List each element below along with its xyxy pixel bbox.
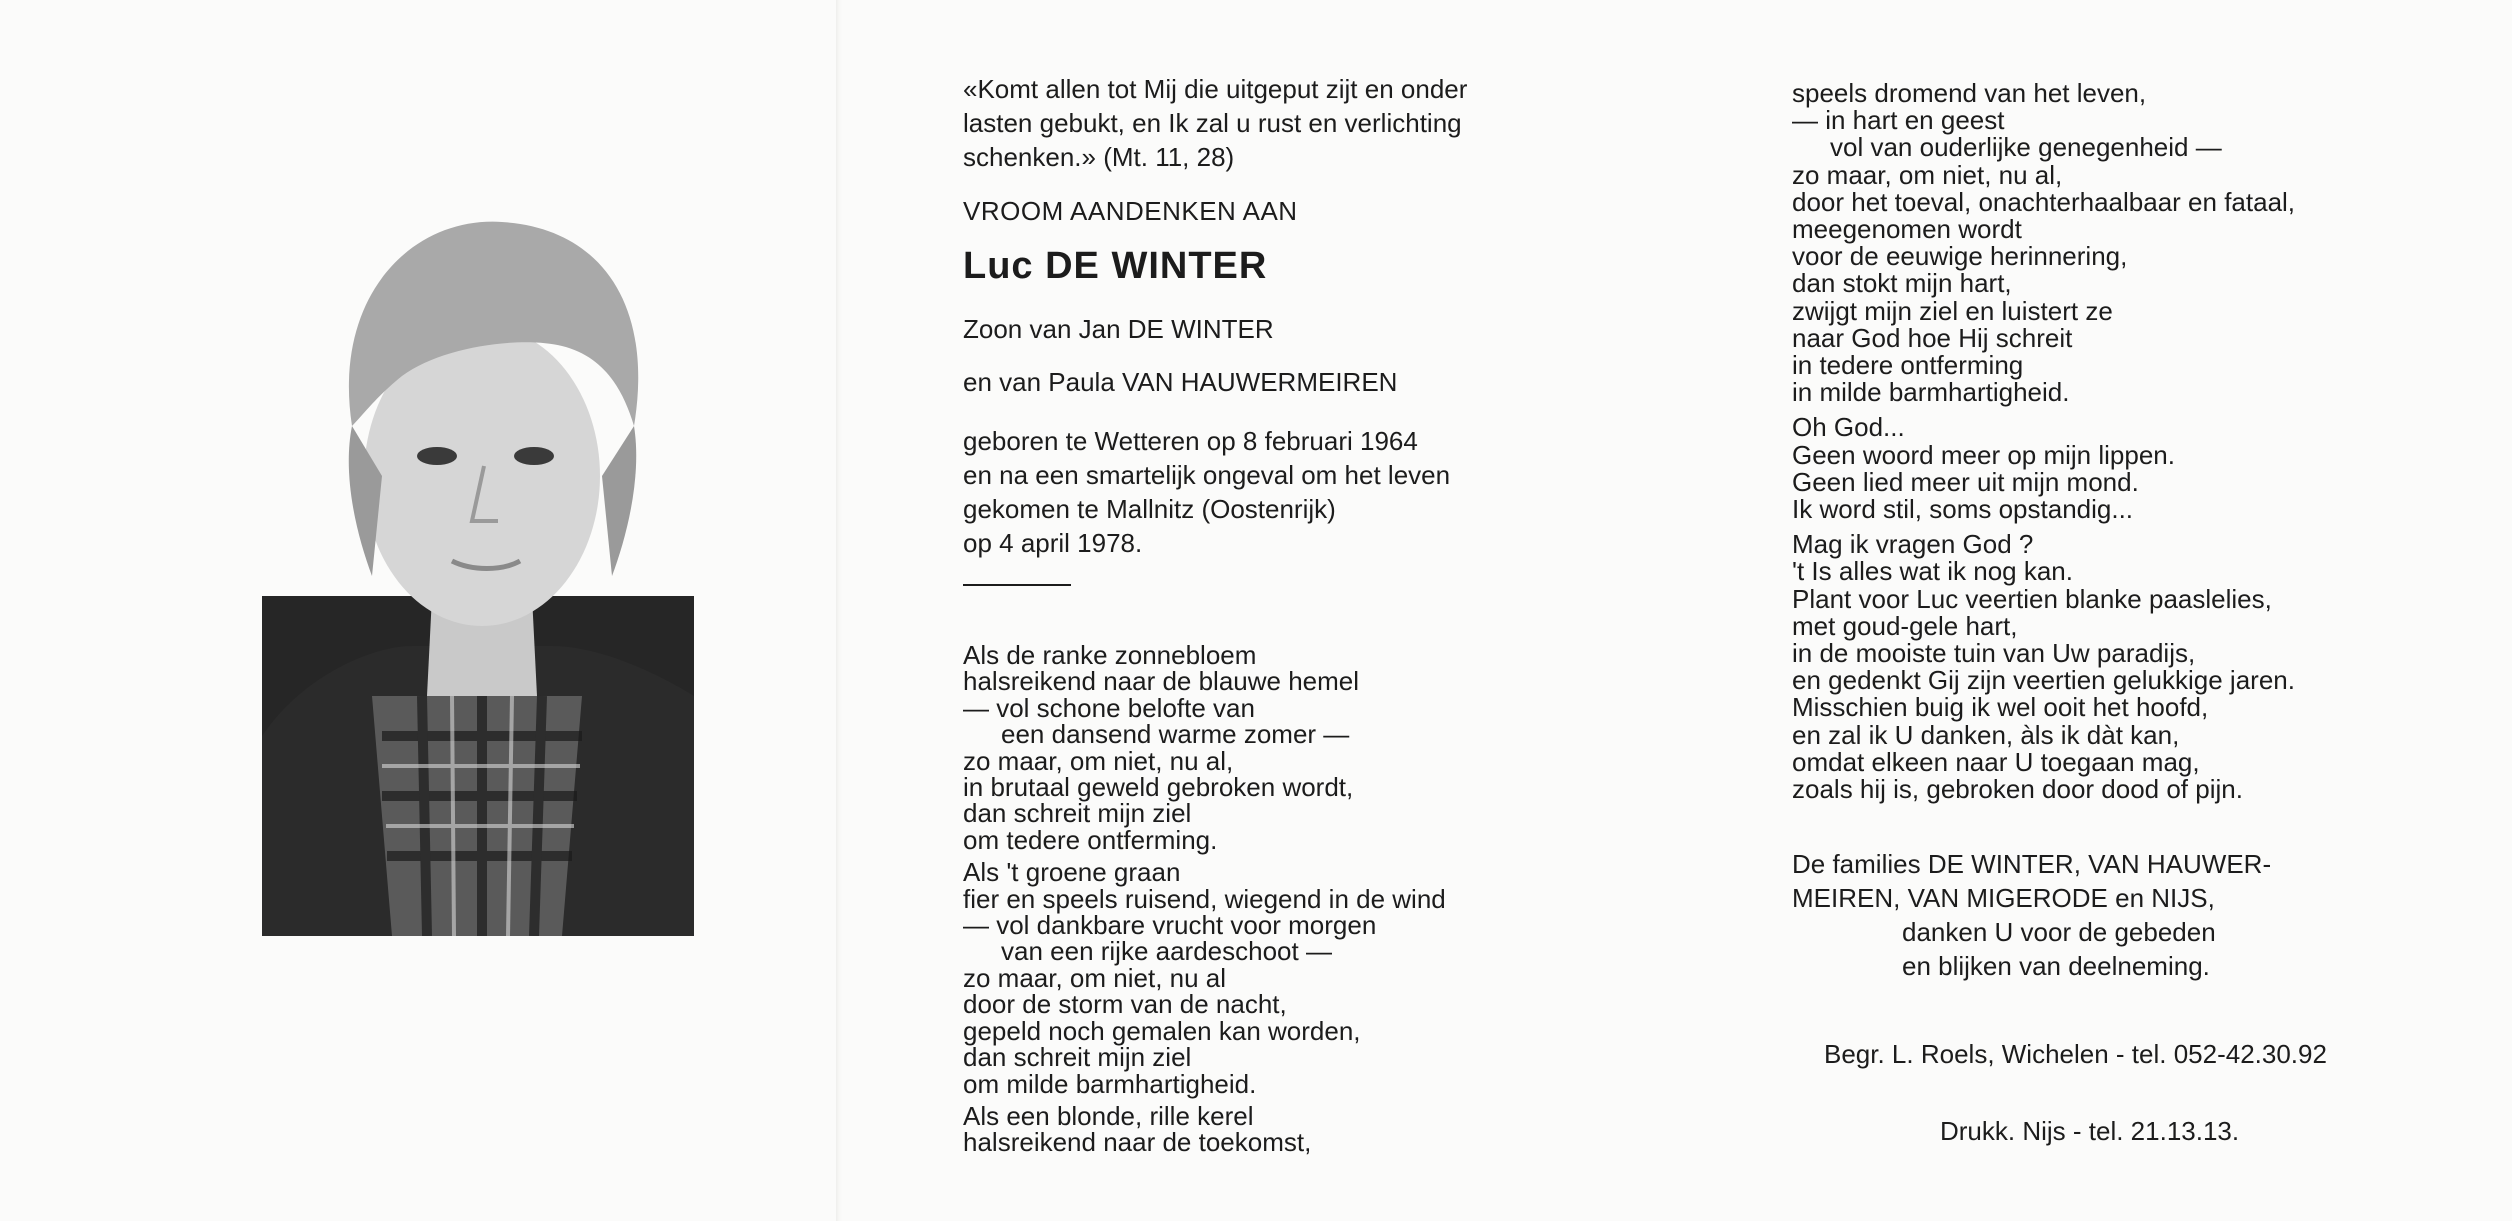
deceased-name: Luc DE WINTER bbox=[963, 245, 1268, 287]
poem-line: met goud-gele hart, bbox=[1792, 610, 2018, 641]
poem-stanza bbox=[963, 642, 1623, 853]
portrait-illustration bbox=[262, 176, 694, 936]
poem-stanza bbox=[1792, 414, 2472, 523]
poem-line: in milde barmhartigheid. bbox=[1792, 377, 2070, 408]
left-column bbox=[963, 72, 1623, 1162]
father-line: Zoon van Jan DE WINTER bbox=[963, 314, 1274, 344]
poem-line: omdat elkeen naar U toegaan mag, bbox=[1792, 746, 2200, 777]
poem-line: door het toeval, onachterhaalbaar en fataal, bbox=[1792, 186, 2296, 217]
poem-line: in brutaal geweld gebroken wordt, bbox=[963, 772, 1354, 803]
families-line: MEIREN, VAN MIGERODE en NIJS, bbox=[1792, 883, 2215, 914]
families-line: De families DE WINTER, VAN HAUWER- bbox=[1792, 849, 2272, 880]
printer-credit: Drukk. Nijs - tel. 21.13.13. bbox=[1940, 1116, 2240, 1147]
poem-line: in de mooiste tuin van Uw paradijs, bbox=[1792, 638, 2196, 669]
quote-line: schenken.» (Mt. 11, 28) bbox=[963, 142, 1235, 172]
poem-stanza bbox=[963, 1100, 1623, 1158]
poem-line: Oh God... bbox=[1792, 412, 1905, 443]
poem-line: zo maar, om niet, nu al, bbox=[1792, 159, 2063, 190]
poem-line: zo maar, om niet, nu al, bbox=[963, 745, 1234, 776]
poem-line: Als 't groene graan bbox=[963, 857, 1181, 888]
poem-line: gepeld noch gemalen kan worden, bbox=[963, 1015, 1361, 1046]
poem-line: — vol schone belofte van bbox=[963, 692, 1255, 723]
poem-line: vol van ouderlijke genegenheid — bbox=[1830, 132, 2222, 163]
poem-line: dan stokt mijn hart, bbox=[1792, 268, 2012, 299]
poem-line: — in hart en geest bbox=[1792, 105, 2005, 136]
poem-line: voor de eeuwige herinnering, bbox=[1792, 241, 2128, 272]
poem-line: van een rijke aardeschoot — bbox=[1001, 936, 1332, 967]
poem-line: dan schreit mijn ziel bbox=[963, 1042, 1192, 1073]
poem-right bbox=[1792, 80, 2472, 803]
poem-line: dan schreit mijn ziel bbox=[963, 798, 1192, 829]
fact-line: op 4 april 1978. bbox=[963, 528, 1143, 558]
mother-line: en van Paula VAN HAUWERMEIREN bbox=[963, 367, 1398, 397]
poem-line: speels dromend van het leven, bbox=[1792, 78, 2147, 108]
quote-line: «Komt allen tot Mij die uitgeput zijt en onder bbox=[963, 74, 1468, 104]
poem-line: Als een blonde, rille kerel bbox=[963, 1100, 1254, 1131]
poem-line: en gedenkt Gij zijn veertien gelukkige jaren. bbox=[1792, 665, 2295, 696]
poem-stanza bbox=[1792, 80, 2472, 406]
quote-line: lasten gebukt, en Ik zal u rust en verlichting bbox=[963, 108, 1462, 138]
portrait-photo bbox=[262, 176, 694, 936]
poem-line: zwijgt mijn ziel en luistert ze bbox=[1792, 295, 2113, 326]
poem-line: — vol dankbare vrucht voor morgen bbox=[963, 910, 1377, 941]
poem-line: Als de ranke zonnebloem bbox=[963, 640, 1257, 670]
families-line: en blijken van deelneming. bbox=[1902, 951, 2210, 982]
poem-line: fier en speels ruisend, wiegend in de wind bbox=[963, 883, 1446, 914]
divider-rule bbox=[963, 584, 1071, 586]
poem-line: Geen woord meer op mijn lippen. bbox=[1792, 439, 2175, 470]
poem-line: meegenomen wordt bbox=[1792, 214, 2022, 245]
poem-line: zoals hij is, gebroken door dood of pijn. bbox=[1792, 774, 2243, 805]
poem-line: Mag ik vragen God ? bbox=[1792, 529, 2034, 560]
poem-stanza bbox=[1792, 531, 2472, 803]
families-line: danken U voor de gebeden bbox=[1902, 917, 2216, 948]
poem-line: om milde barmhartigheid. bbox=[963, 1068, 1257, 1099]
poem-line: om tedere ontferming. bbox=[963, 824, 1218, 855]
fact-line: en na een smartelijk ongeval om het leven bbox=[963, 460, 1451, 490]
poem-line: naar God hoe Hij schreit bbox=[1792, 322, 2073, 353]
poem-line: zo maar, om niet, nu al bbox=[963, 962, 1227, 993]
poem-line: door de storm van de nacht, bbox=[963, 989, 1287, 1020]
right-column bbox=[1792, 80, 2472, 1147]
poem-line: Geen lied meer uit mijn mond. bbox=[1792, 466, 2139, 497]
poem-line: Ik word stil, soms opstandig... bbox=[1792, 494, 2134, 525]
poem-stanza bbox=[963, 859, 1623, 1097]
life-facts bbox=[963, 424, 1623, 560]
poem-line: in tedere ontferming bbox=[1792, 350, 2024, 381]
fact-line: geboren te Wetteren op 8 februari 1964 bbox=[963, 426, 1418, 456]
fact-line: gekomen te Mallnitz (Oostenrijk) bbox=[963, 494, 1336, 524]
poem-line: halsreikend naar de toekomst, bbox=[963, 1127, 1312, 1158]
bible-quote bbox=[963, 72, 1623, 174]
poem-line: een dansend warme zomer — bbox=[1001, 719, 1350, 750]
poem-line: Misschien buig ik wel ooit het hoofd, bbox=[1792, 692, 2209, 723]
poem-line: en zal ik U danken, àls ik dàt kan, bbox=[1792, 719, 2180, 750]
poem-line: 't Is alles wat ik nog kan. bbox=[1792, 556, 2073, 587]
memorial-heading: VROOM AANDENKEN AAN bbox=[963, 196, 1298, 226]
undertaker-credit: Begr. L. Roels, Wichelen - tel. 052-42.30.92 bbox=[1824, 1039, 2327, 1070]
poem-left bbox=[963, 642, 1623, 1156]
families-thanks bbox=[1792, 847, 2472, 983]
poem-line: Plant voor Luc veertien blanke paaslelies, bbox=[1792, 583, 2272, 614]
card-fold bbox=[836, 0, 842, 1221]
poem-line: halsreikend naar de blauwe hemel bbox=[963, 666, 1360, 697]
